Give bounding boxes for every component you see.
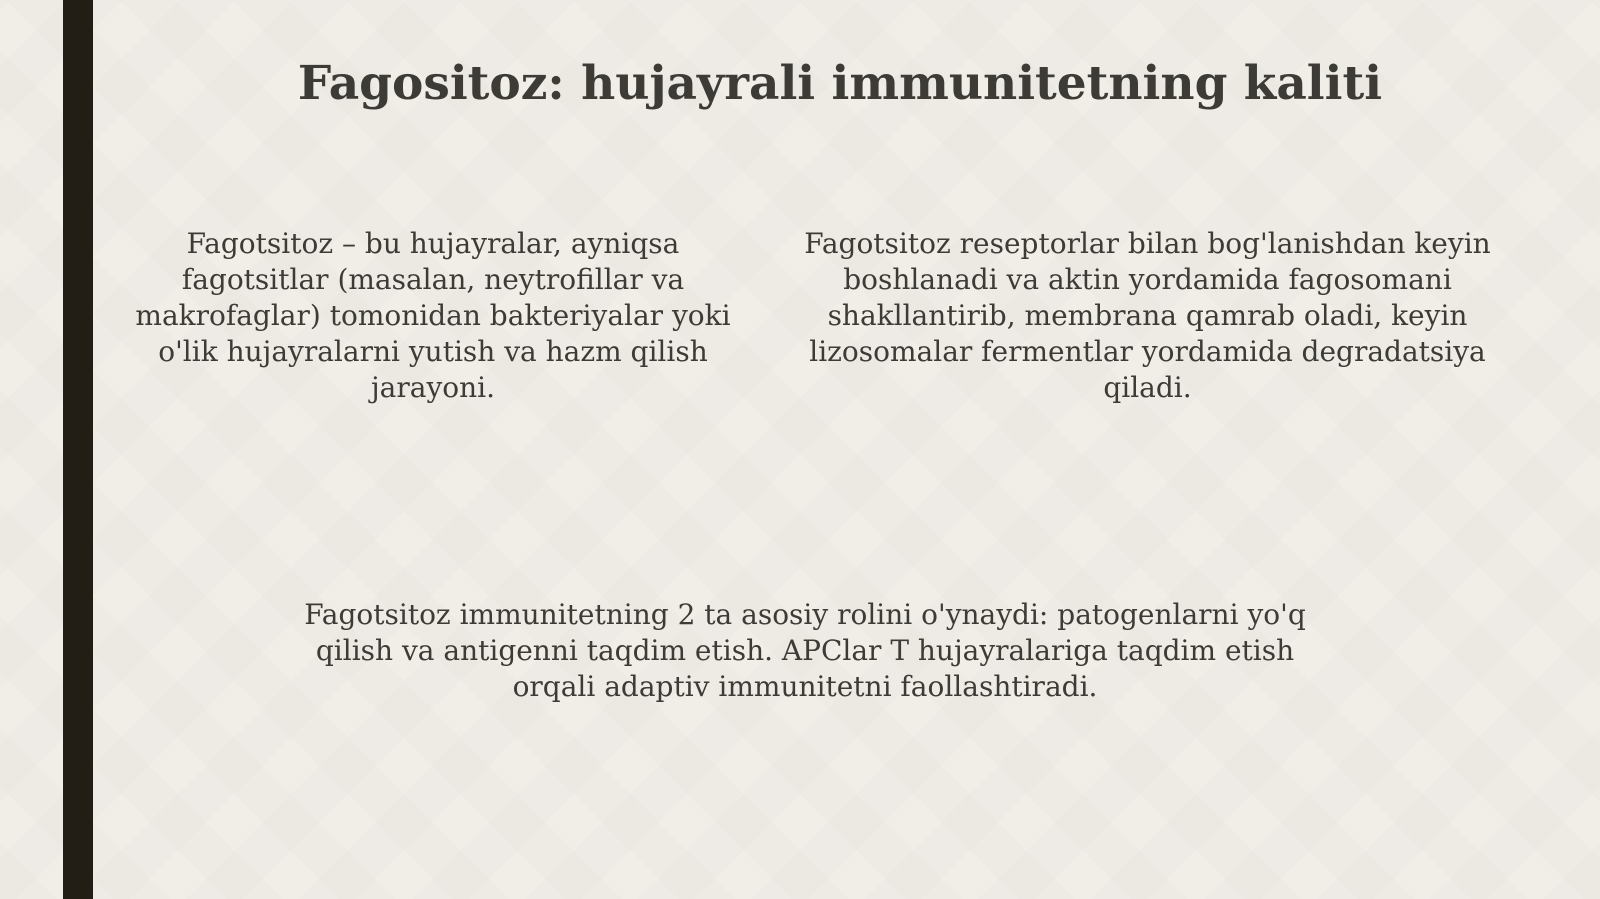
paragraph-definition: Fagotsitoz – bu hujayralar, ayniqsa fagotsitlar (masalan, neytrofillar va makrofaglar) tomonidan bakteriyalar yoki o'lik hujayralarni yutish va hazm qilish jarayoni.: [135, 227, 731, 404]
left-accent-bar: [63, 0, 93, 899]
paragraph-mechanism: Fagotsitoz reseptorlar bilan bog'lanishdan keyin boshlanadi va aktin yordamida fagosomani shakllantirib, membrana qamrab oladi, keyin lizosomalar fermentlar yordamida degradatsiya qiladi.: [804, 227, 1491, 404]
paragraph-roles: Fagotsitoz immunitetning 2 ta asosiy rolini o'ynaydi: patogenlarni yo'q qilish va antigenni taqdim etish. APClar T hujayralariga taqdim etish orqali adaptiv immunitetni faollashtiradi.: [304, 598, 1306, 703]
slide-title: Fagositoz: hujayrali immunitetning kaliti: [297, 56, 1383, 111]
